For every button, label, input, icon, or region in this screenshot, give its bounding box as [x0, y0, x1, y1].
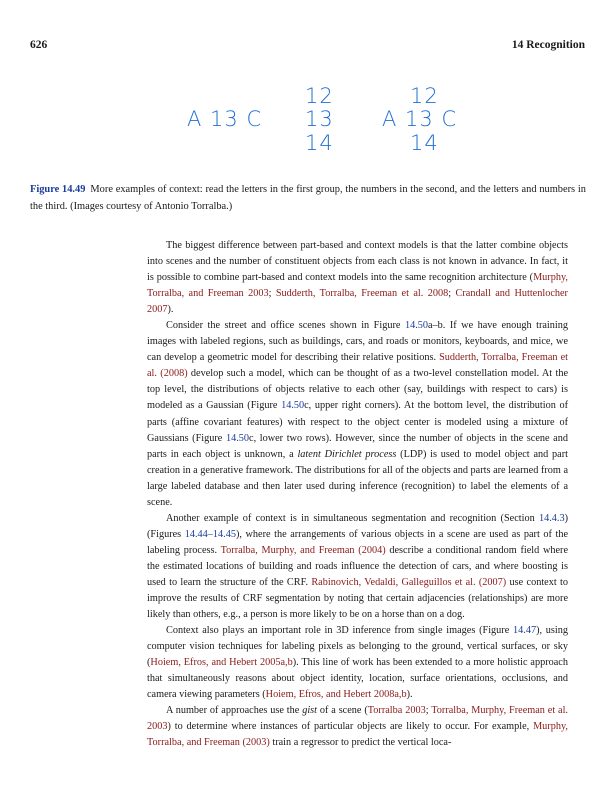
text-run: ), where the arrangements of various objects in a scene are used as part of the labeling process.	[147, 528, 568, 556]
figure-reference-link[interactable]: 14.44–14.45	[184, 528, 236, 540]
figure-reference-link[interactable]: 14.4.3	[538, 512, 565, 524]
citation-link[interactable]: Hoiem, Efros, and Hebert 2005a,b	[150, 657, 293, 669]
text-run: use context to improve the results of CRF segmentation by noting that certain adjacencies (relationships) are more likely than others, e.g., a person is more likely to be on a horse than on a dog.	[147, 576, 568, 621]
body-text	[147, 238, 568, 752]
page-number: 626	[30, 39, 48, 51]
text-run: ).	[406, 689, 413, 701]
text-run: A number of approaches use the	[166, 705, 303, 717]
chapter-title: 14 Recognition	[511, 39, 585, 51]
mixed-group-bottom: 14	[410, 131, 439, 155]
text-run: ) (Figures	[147, 512, 568, 540]
citation-link[interactable]: Murphy, Torralba, and Freeman 2003	[147, 272, 568, 300]
text-run: develop such a model, which can be thought of as a two-level constellation model. At the top level, the distributions of objects relative to each other (say, buildings with respect to cars) is modeled as a Gaussian (Figure	[147, 368, 568, 412]
citation-link[interactable]: Crandall and Huttenlocher 2007	[147, 288, 568, 316]
citation-link[interactable]: Murphy, Torralba, and Freeman (2003)	[147, 721, 568, 749]
citation-link[interactable]: Torralba, Murphy, Freeman et al. 2003	[147, 705, 568, 733]
page-header	[30, 39, 585, 55]
text-run: describe a conditional random field where the estimated locations of building and roads influence the detection of cars, and where boosting is used to learn the structure of the CRF.	[147, 544, 569, 588]
text-run: ), using computer vision techniques for labeling pixels as belonging to the ground, vertical surfaces, or sky (	[147, 625, 568, 669]
text-run: The biggest difference between part-based and context models is that the latter combine objects into scenes and the number of constituent objects from each class is not known in advance. In fact, it is possible to combine part-based and context models into the same recognition architecture (	[147, 240, 568, 284]
paragraph	[147, 703, 568, 751]
numbers-group-top: 12	[305, 84, 334, 108]
text-run: ) to determine where instances of particular objects are likely to occur. For example,	[167, 721, 534, 733]
citation-link[interactable]: Torralba 2003	[367, 705, 426, 717]
mixed-group-top: 12	[410, 84, 439, 108]
paragraph	[147, 623, 568, 703]
text-run: c, lower two rows). However, since the number of objects in the scene and parts in each object is unknown, a	[147, 432, 568, 460]
text-run: ;	[425, 705, 432, 717]
text-run: ). This line of work has been extended to a more holistic approach that simultaneously reasons about object identity, location, surface orientations, occlusions, and camera viewing parameters (	[147, 657, 568, 701]
text-run: Context also plays an important role in 3D inference from single images (Figure	[166, 625, 513, 637]
text-run: Consider the street and office scenes shown in Figure	[166, 320, 405, 332]
figure-caption	[30, 181, 586, 215]
text-run: train a regressor to predict the vertical loca-	[269, 737, 452, 749]
figure-reference-link[interactable]: 14.47	[513, 625, 537, 637]
citation-link[interactable]: Sudderth, Torralba, Freeman et al. 2008	[275, 288, 449, 300]
text-run: ;	[448, 288, 456, 300]
text-run: c, upper right corners). At the bottom level, the distribution of parts (affine covariant features) with respect to the object center is modeled using a mixture of Gaussians (Figure	[147, 400, 568, 444]
text-run: (LDP) is used to model object and part creation in a generative framework. The distributions for all of the objects and parts are learned from a large labeled database and then later used during inference (recognition) to label the elements of a scene.	[147, 448, 568, 508]
numbers-group-middle: 13	[305, 107, 334, 131]
figure-label: Figure 14.49	[30, 184, 86, 195]
figure-reference-link[interactable]: 14.50	[281, 400, 305, 412]
text-run: ).	[167, 304, 174, 316]
emphasis-text: latent Dirichlet process	[297, 448, 397, 460]
text-run: of a scene (	[317, 705, 368, 717]
text-run: ;	[268, 288, 276, 300]
mixed-group-middle: A 13 C	[382, 107, 458, 131]
paragraph	[147, 511, 568, 623]
figure-reference-link[interactable]: 14.50	[404, 320, 428, 332]
figure-reference-link[interactable]: 14.50	[225, 432, 250, 444]
paragraph	[147, 318, 568, 511]
caption-text: More examples of context: read the letters in the first group, the numbers in the second, and the letters and numbers in the third. (Images courtesy of Antonio Torralba.)	[30, 184, 586, 212]
citation-link[interactable]: Torralba, Murphy, and Freeman (2004)	[220, 544, 386, 556]
text-run: Another example of context is in simultaneous segmentation and recognition (Section	[166, 512, 539, 524]
text-run: a–b. If we have enough training images with labeled regions, such as buildings, cars, and roads or monitors, keyboards, and mice, we can develop a geometric model for describing their relative positions.	[147, 320, 569, 364]
letters-group: A 13 C	[187, 107, 263, 131]
citation-link[interactable]: Sudderth, Torralba, Freeman et al. (2008)	[147, 352, 568, 380]
citation-link[interactable]: Hoiem, Efros, and Hebert 2008a,b	[265, 689, 407, 701]
numbers-group-bottom: 14	[305, 131, 334, 155]
emphasis-text: gist	[302, 705, 317, 717]
paragraph	[147, 238, 568, 318]
citation-link[interactable]: Rabinovich, Vedaldi, Galleguillos et al. (2007)	[311, 576, 507, 588]
